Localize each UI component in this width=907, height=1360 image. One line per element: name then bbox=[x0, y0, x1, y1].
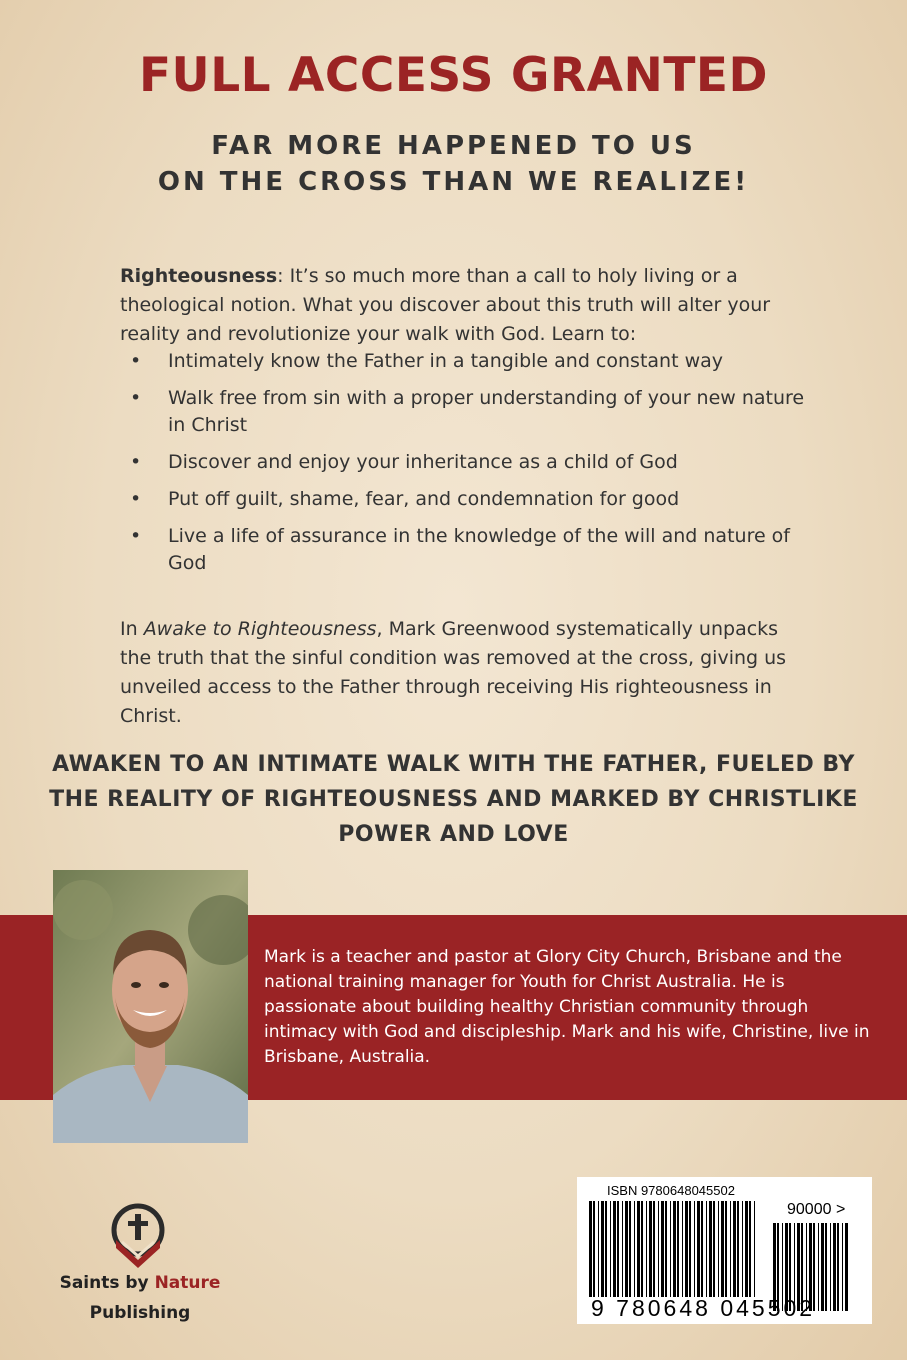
barcode-bar bbox=[825, 1223, 827, 1311]
description-pre: In bbox=[120, 618, 144, 640]
benefit-list bbox=[130, 348, 810, 587]
list-item bbox=[130, 348, 810, 375]
publisher-name bbox=[40, 1268, 240, 1328]
barcode-bar bbox=[833, 1223, 836, 1311]
barcode-bar bbox=[842, 1223, 843, 1311]
barcode-bar bbox=[598, 1201, 599, 1297]
barcode-bar bbox=[661, 1201, 664, 1297]
barcode-bar bbox=[733, 1201, 736, 1297]
barcode-bar bbox=[682, 1201, 683, 1297]
intro-text: : It’s so much more than a call to holy living or a theological notion. What you discover about this truth will alter your reality and revolutionize your walk with God. Learn to: bbox=[120, 265, 771, 345]
subtitle-line-2: ON THE CROSS THAN WE REALIZE! bbox=[157, 167, 750, 197]
barcode-bars bbox=[589, 1201, 759, 1297]
description-rest: , Mark Greenwood systematically unpacks the truth that the sinful condition was removed at the cross, giving us unveiled access to the Father through receiving His righteousness in Christ. bbox=[120, 618, 787, 727]
tagline: AWAKEN TO AN INTIMATE WALK WITH THE FATHER, FUELED BY THE REALITY OF RIGHTEOUSNESS AND MARKED BY CHRISTLIKE POWER AND LOVE bbox=[49, 752, 858, 847]
barcode-bar bbox=[589, 1201, 592, 1297]
barcode-bar bbox=[706, 1201, 707, 1297]
list-item-text: Live a life of assurance in the knowledge of the will and nature of God bbox=[168, 525, 790, 574]
intro-bold-term: Righteousness bbox=[120, 265, 278, 287]
barcode-bar bbox=[605, 1201, 607, 1297]
bullet-icon: • bbox=[130, 525, 142, 547]
bullet-icon: • bbox=[130, 350, 142, 372]
isbn-digits: 9 780648 045502 bbox=[591, 1295, 816, 1321]
barcode-bar bbox=[697, 1201, 700, 1297]
barcode-bar bbox=[673, 1201, 676, 1297]
barcode-bar bbox=[637, 1201, 640, 1297]
list-item bbox=[130, 449, 810, 476]
barcode-bar bbox=[610, 1201, 611, 1297]
publisher-nature: Nature bbox=[154, 1273, 221, 1293]
bullet-icon: • bbox=[130, 387, 142, 409]
barcode-bar bbox=[694, 1201, 695, 1297]
barcode-bar bbox=[622, 1201, 623, 1297]
barcode-bar bbox=[742, 1201, 743, 1297]
bullet-icon: • bbox=[130, 451, 142, 473]
barcode-bar bbox=[701, 1201, 703, 1297]
book-title-italic: Awake to Righteousness bbox=[143, 618, 377, 640]
barcode-bar bbox=[601, 1201, 604, 1297]
price-code: 90000 > bbox=[787, 1201, 846, 1218]
barcode-bar bbox=[665, 1201, 667, 1297]
barcode-bar bbox=[718, 1201, 719, 1297]
subtitle-line-1: FAR MORE HAPPENED TO US bbox=[211, 131, 696, 161]
publisher-line-2: Publishing bbox=[89, 1303, 191, 1323]
barcode-bar bbox=[689, 1201, 691, 1297]
intro-paragraph bbox=[120, 262, 800, 349]
book-description bbox=[120, 615, 810, 731]
barcode-bar bbox=[625, 1201, 628, 1297]
subtitle bbox=[0, 128, 907, 200]
barcode-bar bbox=[818, 1223, 819, 1311]
barcode-bar bbox=[830, 1223, 831, 1311]
barcode-bar bbox=[670, 1201, 671, 1297]
barcode-bar bbox=[653, 1201, 655, 1297]
barcode-bar bbox=[634, 1201, 635, 1297]
barcode-bar bbox=[749, 1201, 751, 1297]
list-item bbox=[130, 523, 810, 577]
barcode-bar bbox=[709, 1201, 712, 1297]
publisher-line-1 bbox=[40, 1268, 240, 1298]
barcode-bar bbox=[646, 1201, 647, 1297]
barcode-bar bbox=[613, 1201, 616, 1297]
barcode-bar bbox=[649, 1201, 652, 1297]
barcode bbox=[577, 1177, 872, 1324]
barcode-bar bbox=[641, 1201, 643, 1297]
barcode-bar bbox=[845, 1223, 848, 1311]
cross-chevron-icon bbox=[108, 1202, 168, 1272]
author-bio: Mark is a teacher and pastor at Glory City Church, Brisbane and the national training manager for Youth for Christ Australia. He is passionate about building healthy Christian community through intimacy with God and discipleship. Mark and his wife, Christine, live in Brisbane, Australia. bbox=[264, 947, 870, 1067]
title: FULL ACCESS GRANTED bbox=[138, 48, 769, 103]
barcode-bar bbox=[721, 1201, 724, 1297]
barcode-bar bbox=[730, 1201, 731, 1297]
barcode-bar bbox=[754, 1201, 755, 1297]
list-item-text: Intimately know the Father in a tangible and constant way bbox=[168, 350, 723, 372]
barcode-bar bbox=[658, 1201, 659, 1297]
isbn-label: ISBN 9780648045502 bbox=[607, 1183, 735, 1198]
barcode-bar bbox=[725, 1201, 727, 1297]
barcode-bar bbox=[677, 1201, 679, 1297]
barcode-bar bbox=[593, 1201, 595, 1297]
barcode-bar bbox=[629, 1201, 631, 1297]
barcode-bar bbox=[745, 1201, 748, 1297]
list-item-text: Put off guilt, shame, fear, and condemnation for good bbox=[168, 488, 680, 510]
publisher-saints: Saints by bbox=[59, 1273, 155, 1293]
barcode-bar bbox=[837, 1223, 839, 1311]
list-item-text: Walk free from sin with a proper understanding of your new nature in Christ bbox=[168, 387, 805, 436]
list-item-text: Discover and enjoy your inheritance as a child of God bbox=[168, 451, 678, 473]
barcode-bar bbox=[737, 1201, 739, 1297]
list-item bbox=[130, 385, 810, 439]
author-photo bbox=[53, 870, 248, 1143]
barcode-bar bbox=[713, 1201, 715, 1297]
list-item bbox=[130, 486, 810, 513]
barcode-bar bbox=[685, 1201, 688, 1297]
barcode-bar bbox=[617, 1201, 619, 1297]
bullet-icon: • bbox=[130, 488, 142, 510]
barcode-bar bbox=[821, 1223, 824, 1311]
